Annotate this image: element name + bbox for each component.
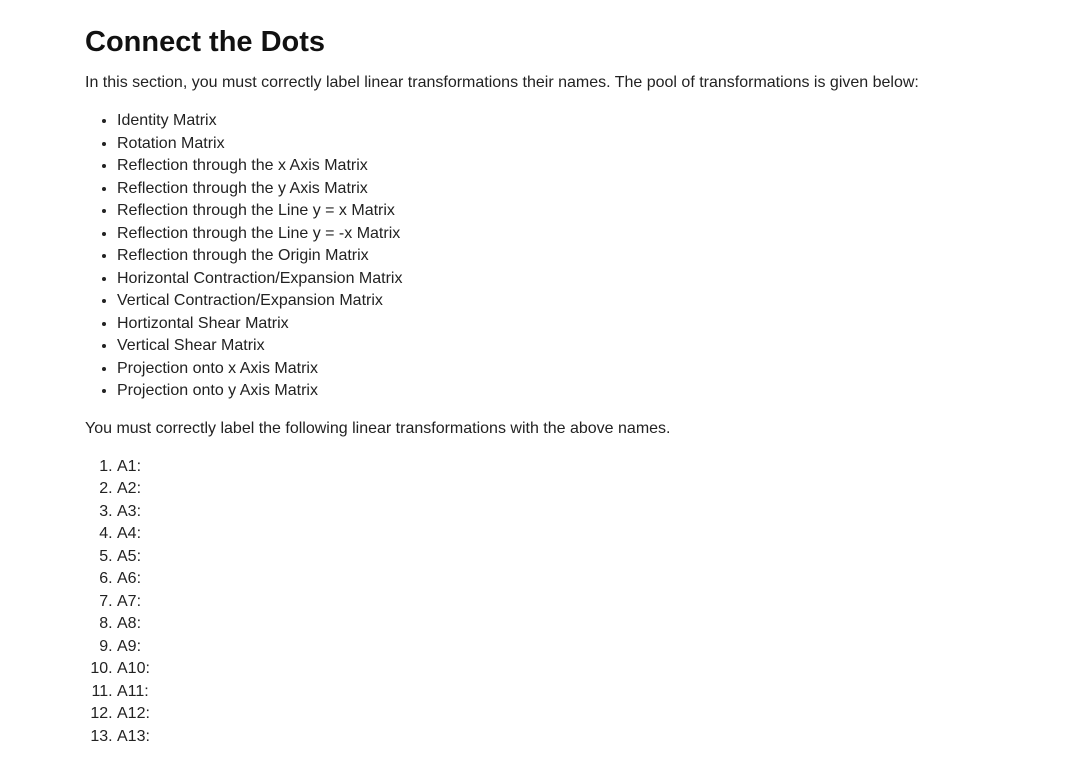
transformation-item: • Projection onto x Axis Matrix [117,358,1045,381]
answer-item: 1. A1: [117,456,1045,479]
transformation-item: • Reflection through the y Axis Matrix [117,178,1045,201]
intro-paragraph: In this section, you must correctly label linear transformations their names. The pool of transformations is given below: [85,74,919,91]
transformation-item: • Vertical Shear Matrix [117,335,1045,358]
transformation-item: • Reflection through the x Axis Matrix [117,155,1045,178]
transformation-item: • Hortizontal Shear Matrix [117,313,1045,336]
transformation-item: • Vertical Contraction/Expansion Matrix [117,290,1045,313]
instruction-paragraph: You must correctly label the following linear transformations with the above names. [85,419,671,437]
transformation-item: • Reflection through the Origin Matrix [117,245,1045,268]
transformation-item: • Identity Matrix [117,110,1045,133]
answer-list [85,456,1045,749]
answer-item: 11. A11: [117,681,1045,704]
main-content [85,0,1045,748]
answer-item: 6. A6: [117,568,1045,591]
transformation-item: • Reflection through the Line y = -x Matrix [117,223,1045,246]
answer-item: 10. A10: [117,658,1045,681]
answer-item: 9. A9: [117,636,1045,659]
transformation-list [85,110,1045,403]
transformation-item: • Reflection through the Line y = x Matrix [117,200,1045,223]
answer-item: 12. A12: [117,703,1045,726]
transformation-item: • Rotation Matrix [117,133,1045,156]
answer-item: 8. A8: [117,613,1045,636]
answer-item: 5. A5: [117,546,1045,569]
answer-item: 4. A4: [117,523,1045,546]
transformation-item: • Projection onto y Axis Matrix [117,380,1045,403]
answer-item: 3. A3: [117,501,1045,524]
answer-item: 7. A7: [117,591,1045,614]
answer-item: 2. A2: [117,478,1045,501]
answer-item: 13. A13: [117,726,1045,749]
transformation-item: • Horizontal Contraction/Expansion Matrix [117,268,1045,291]
page-title: Connect the Dots [85,26,326,58]
